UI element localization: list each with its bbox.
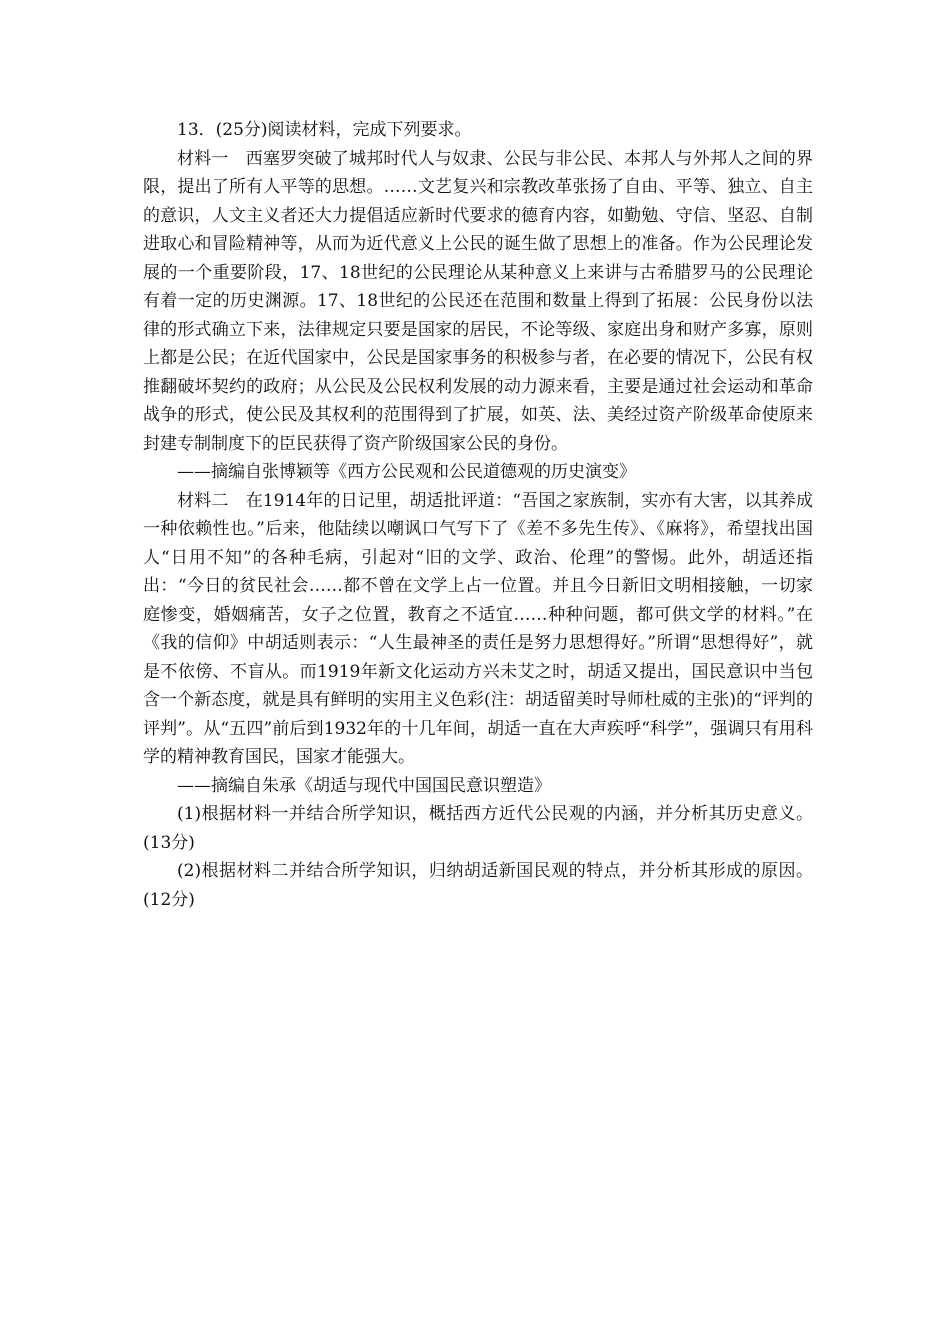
material-2-text: 材料二 在1914年的日记里，胡适批评道：“吾国之家族制，实亦有大害，以其养成一种依赖性也。”后来，他陆续以嘲讽口气写下了《差不多先生传》、《麻将》，希望找出国人“日用不知”的各种毛病，引起对“旧的文学、政治、伦理”的警惕。此外，胡适还指出：“今日的贫民社会……都不曾在文学上占一位置。并且今日新旧文明相接触，一切家庭惨变，婚姻痛苦，女子之位置，教育之不适宜……种种问题，都可供文学的材料。”在《我的信仰》中胡适则表示：“人生最神圣的责任是努力思想得好。”所谓“思想得好”，就是不依傍、不盲从。而1919年新文化运动方兴未艾之时，胡适又提出，国民意识中当包含一个新态度，就是具有鲜明的实用主义色彩(注：胡适留美时导师杜威的主张)的“评判的评判”。从“五四”前后到1932年的十几年间，胡适一直在大声疾呼“科学”，强调只有用科学的精神教育国民，国家才能强大。 — [143, 490, 813, 767]
sub-question-2: (2)根据材料二并结合所学知识，归纳胡适新国民观的特点，并分析其形成的原因。(12分) — [143, 861, 813, 910]
material-1-source: ——摘编自张博颖等《西方公民观和公民道德观的历史演变》 — [177, 462, 636, 482]
material-1-text: 材料一 西塞罗突破了城邦时代人与奴隶、公民与非公民、本邦人与外邦人之间的界限，提出了所有人平等的思想。……文艺复兴和宗教改革张扬了自由、平等、独立、自主的意识，人文主义者还大力提倡适应新时代要求的德育内容，如勤勉、守信、坚忍、自制进取心和冒险精神等，从而为近代意义上公民的诞生做了思想上的准备。作为公民理论发展的一个重要阶段，17、18世纪的公民理论从某种意义上来讲与古希腊罗马的公民理论有着一定的历史渊源。17、18世纪的公民还在范围和数量上得到了拓展：公民身份以法律的形式确立下来，法律规定只要是国家的居民，不论等级、家庭出身和财产多寡，原则上都是公民；在近代国家中，公民是国家事务的积极参与者，在必要的情况下，公民有权推翻破坏契约的政府；从公民及公民权利发展的动力源来看，主要是通过社会运动和革命战争的形式，使公民及其权利的范围得到了扩展，如英、法、美经过资产阶级革命使原来封建专制制度下的臣民获得了资产阶级国家公民的身份。 — [143, 148, 813, 454]
question-page — [143, 116, 813, 914]
question-header: 13．(25分)阅读材料，完成下列要求。 — [177, 120, 472, 140]
material-2-source: ——摘编自朱承《胡适与现代中国国民意识塑造》 — [177, 775, 551, 796]
sub-question-1: (1)根据材料一并结合所学知识，概括西方近代公民观的内涵，并分析其历史意义。(13分) — [143, 804, 813, 853]
